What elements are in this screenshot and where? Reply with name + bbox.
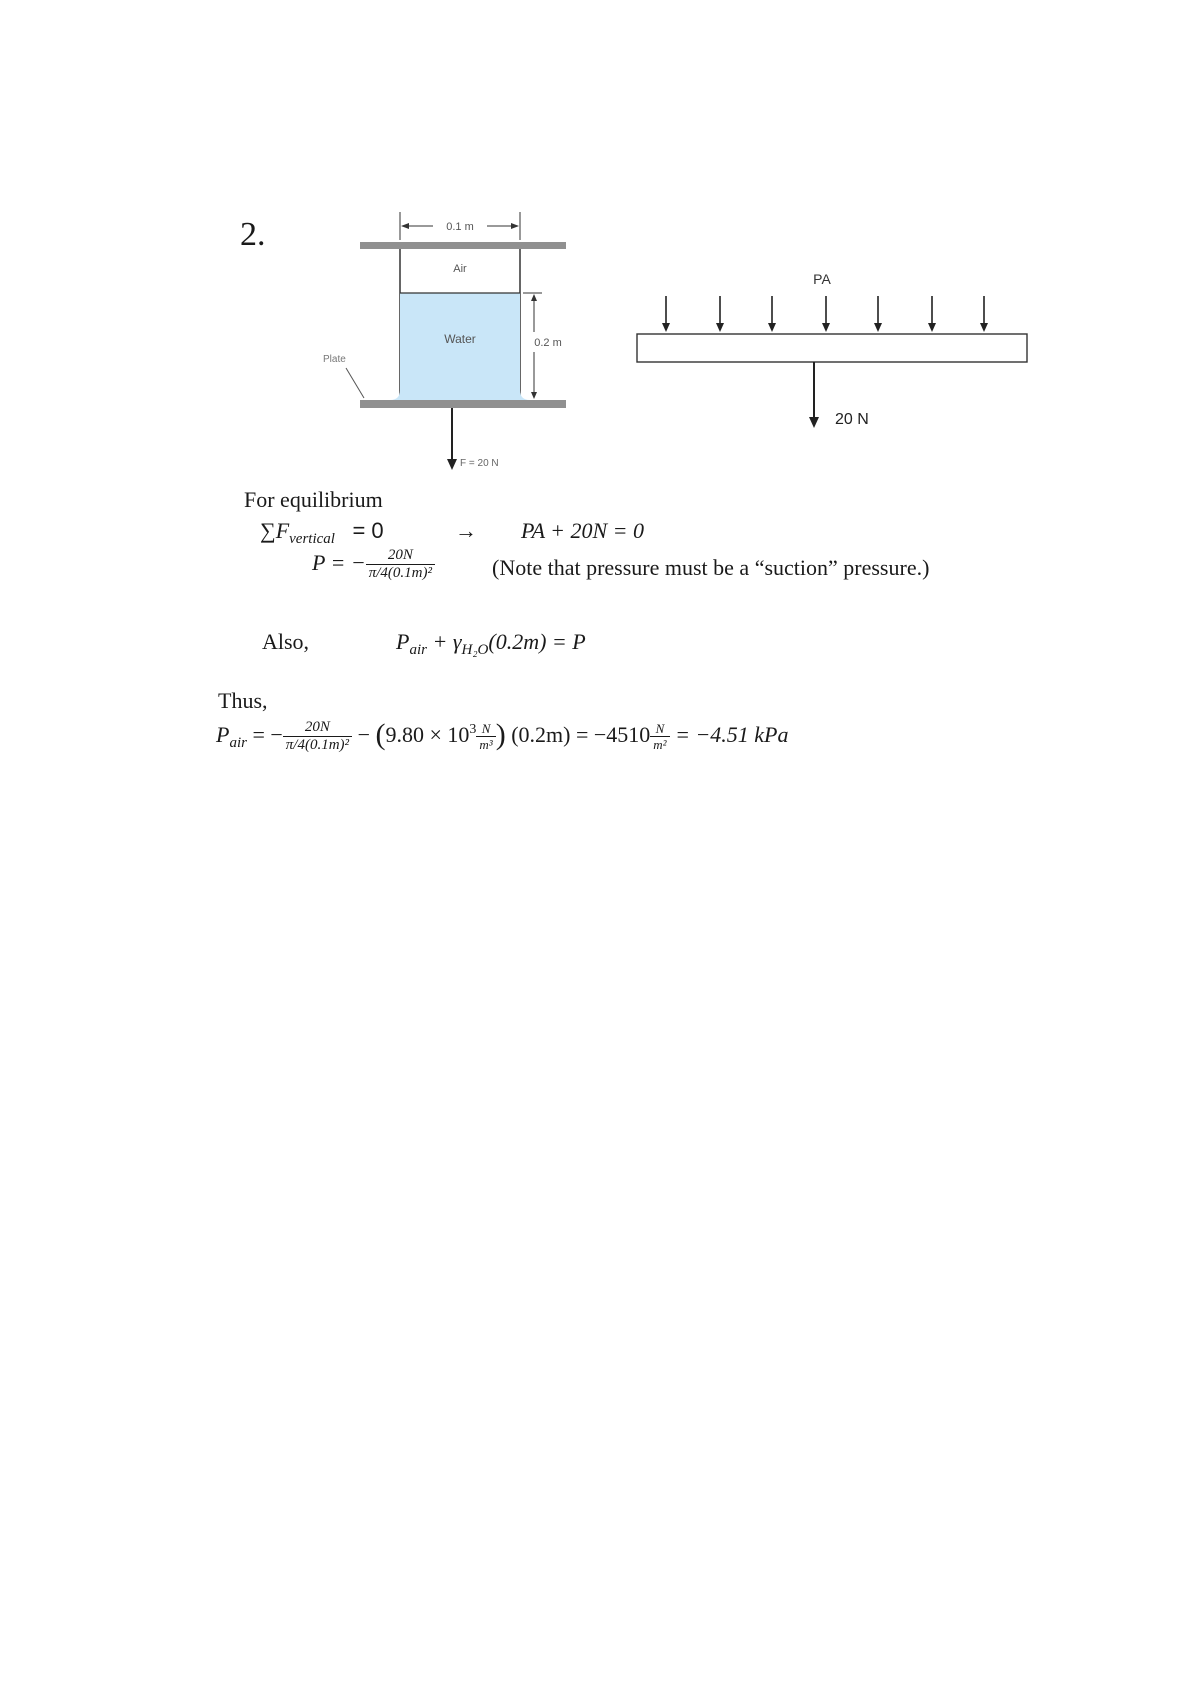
problem-number: 2. bbox=[240, 216, 266, 253]
thus-unit2-fraction bbox=[650, 722, 669, 751]
thus-equation bbox=[216, 718, 789, 754]
also-label: Also, bbox=[262, 629, 310, 654]
thus-open-paren: ( bbox=[375, 718, 386, 751]
plate-label: Plate bbox=[323, 354, 346, 365]
thus-unit2-den: m² bbox=[650, 736, 669, 752]
p-fraction bbox=[366, 548, 435, 582]
water-region bbox=[390, 293, 530, 400]
width-label: 0.1 m bbox=[446, 221, 474, 233]
down-arrow-icon bbox=[809, 417, 819, 428]
pressure-label: PA bbox=[813, 271, 831, 287]
eq-zero: = 0 bbox=[352, 518, 384, 543]
sum-symbol: ∑ bbox=[260, 518, 276, 543]
thus-unit-den: m³ bbox=[476, 736, 495, 752]
thus-fraction bbox=[283, 720, 352, 754]
thus-label: Thus, bbox=[218, 688, 268, 713]
thus-p: P bbox=[216, 722, 230, 747]
also-h2o-sub: H₂O bbox=[461, 642, 489, 658]
fbd-force-label: 20 N bbox=[835, 411, 869, 428]
thus-air-sub: air bbox=[229, 735, 247, 751]
also-plus-gamma: + γ bbox=[426, 629, 462, 654]
height-label: 0.2 m bbox=[534, 337, 562, 349]
thus-frac-den: π/4(0.1m)² bbox=[283, 736, 352, 754]
pressure-arrows bbox=[662, 296, 988, 332]
free-body-diagram bbox=[630, 260, 1040, 440]
p-equation bbox=[312, 548, 435, 582]
thus-unit2-num: N bbox=[655, 721, 665, 737]
thus-result: = −4.51 kPa bbox=[669, 722, 789, 747]
thus-minus: − bbox=[352, 722, 376, 747]
top-plate bbox=[360, 242, 566, 249]
also-air-sub: air bbox=[409, 642, 427, 658]
thus-close-paren: ) bbox=[495, 718, 506, 751]
air-label: Air bbox=[453, 263, 467, 275]
thus-frac-num: 20N bbox=[304, 719, 330, 736]
sum-equation bbox=[260, 518, 384, 548]
water-label: Water bbox=[444, 332, 476, 346]
bottom-plate bbox=[360, 400, 566, 408]
tank-diagram bbox=[320, 200, 580, 480]
force-label: F = 20 N bbox=[460, 458, 499, 469]
thus-exponent: 3 bbox=[469, 722, 477, 737]
pa-equation: PA + 20N = 0 bbox=[521, 518, 645, 543]
thus-eq: = − bbox=[246, 722, 283, 747]
suction-note: (Note that pressure must be a “suction” pressure.) bbox=[492, 555, 930, 580]
also-p: P bbox=[396, 629, 410, 654]
also-equation bbox=[396, 629, 586, 659]
p-lhs: P = − bbox=[312, 549, 366, 575]
f-symbol: F bbox=[275, 518, 290, 543]
thus-unit-fraction bbox=[476, 722, 495, 751]
down-arrow-icon bbox=[447, 459, 457, 470]
plate-body bbox=[637, 334, 1027, 362]
vertical-subscript: vertical bbox=[289, 531, 335, 547]
also-rest: (0.2m) = P bbox=[488, 629, 586, 654]
thus-unit-num: N bbox=[481, 721, 491, 737]
for-equilibrium: For equilibrium bbox=[244, 487, 383, 512]
thus-980: 9.80 × 10 bbox=[385, 722, 470, 747]
p-frac-num: 20N bbox=[387, 547, 413, 563]
arrow-symbol: → bbox=[455, 518, 477, 543]
thus-02: (0.2m) = −4510 bbox=[505, 722, 651, 747]
p-frac-den: π/4(0.1m)² bbox=[366, 564, 435, 582]
